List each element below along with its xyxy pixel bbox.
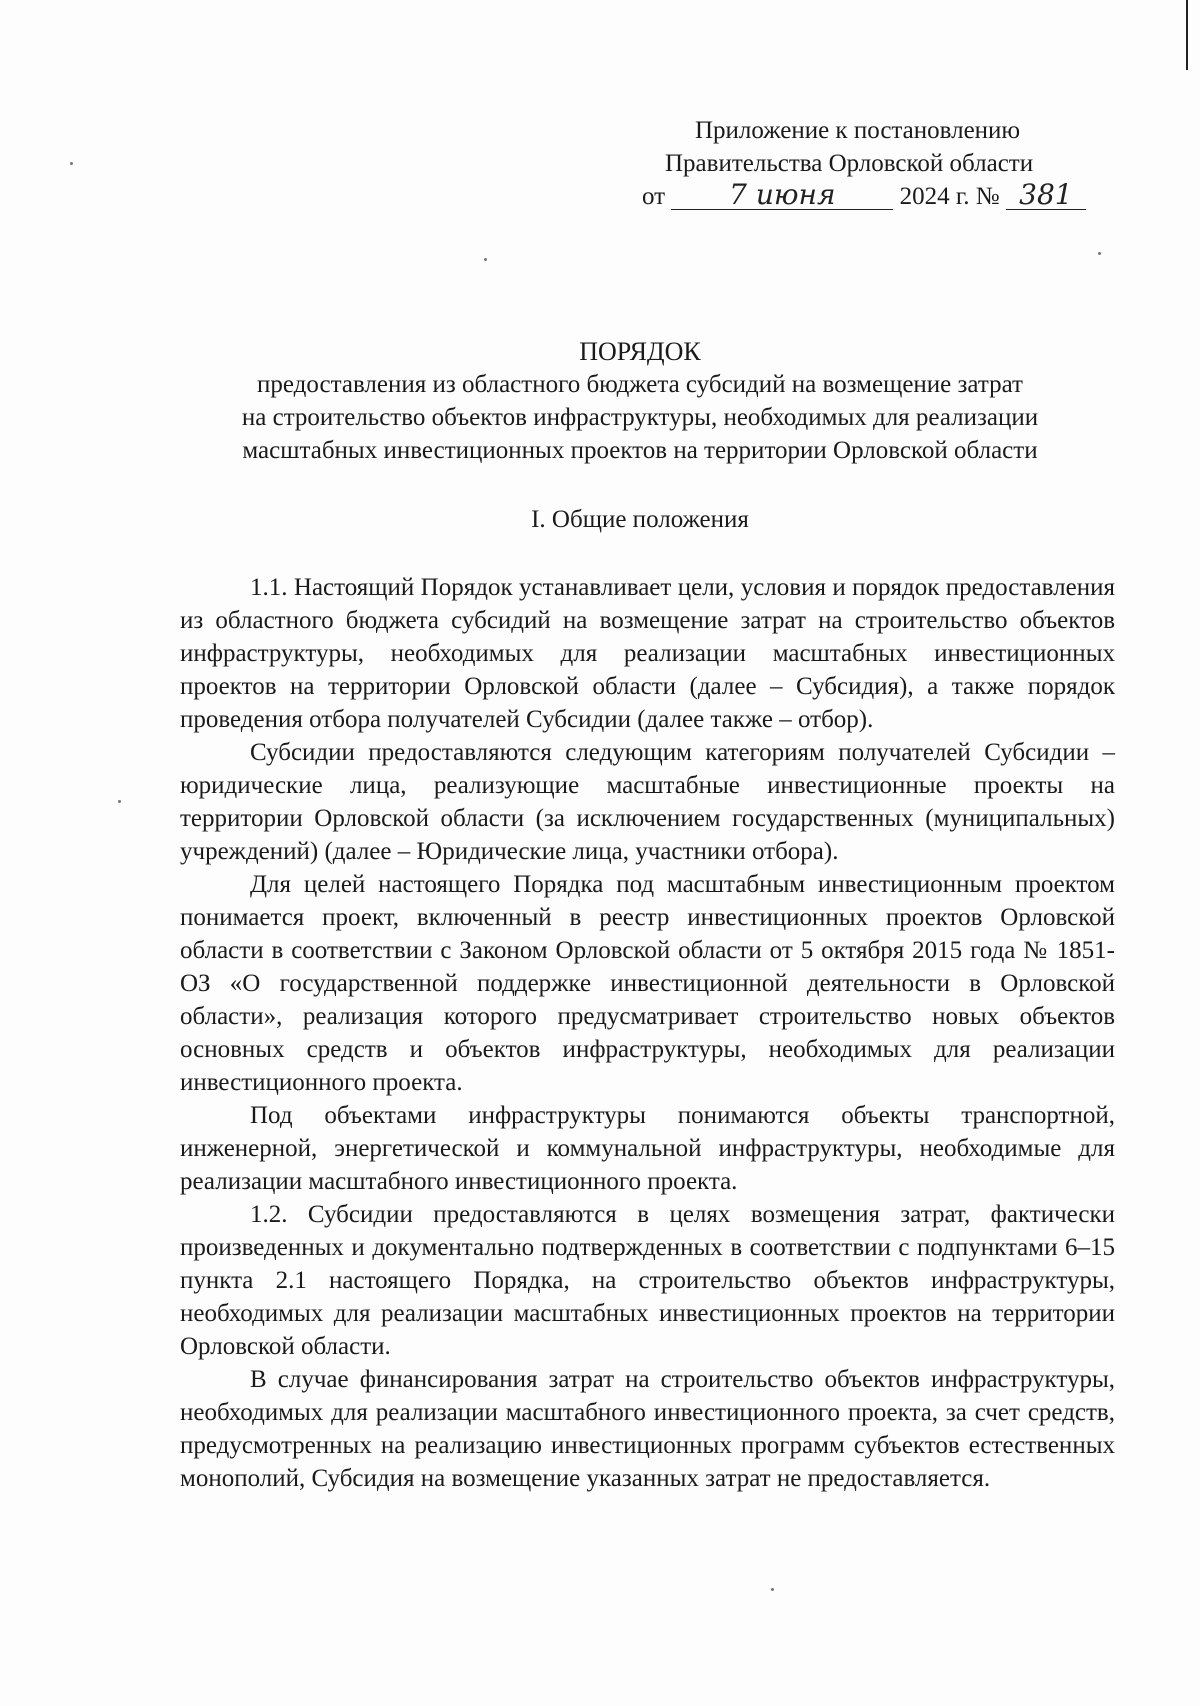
title-line-3: масштабных инвестиционных проектов на территории Орловской области <box>242 437 1038 464</box>
handwritten-number: 381 <box>1006 181 1086 210</box>
title-line-2: на строительство объектов инфраструктуры, необходимых для реализации <box>241 404 1039 431</box>
scan-speck <box>118 800 121 803</box>
document-body <box>180 571 1115 1495</box>
paragraph-project-definition: Для целей настоящего Порядка под масштабным инвестиционным проектом понимается проект, включенный в реестр инвестиционных проектов Орловской области в соответствии с Законом Орловской области от 5 октября 2015 года № 1851-ОЗ «О государственной поддержке инвестиционной деятельности в Орловской области», реализация которого предусматривает строительство новых объектов основных средств и объектов инфраструктуры, необходимых для реализации инвестиционного проекта. <box>180 871 1115 1096</box>
appendix-date-line <box>600 180 1110 213</box>
handwritten-date: 7 июня <box>671 181 893 210</box>
scan-speck <box>1098 252 1101 255</box>
paragraph-infrastructure-definition: Под объектами инфраструктуры понимаются объекты транспортной, инженерной, энергетической и коммунальной инфраструктуры, необходимые для реализации масштабного инвестиционного проекта. <box>180 1102 1115 1195</box>
scan-speck <box>484 258 487 261</box>
title-line-1: предоставления из областного бюджета субсидий на возмещение затрат <box>257 371 1023 398</box>
scan-speck <box>70 162 73 165</box>
title-heading: ПОРЯДОК <box>579 337 701 366</box>
scan-speck <box>771 1588 774 1591</box>
paragraph-1-1: 1.1. Настоящий Порядок устанавливает цели, условия и порядок предоставления из областного бюджета субсидий на возмещение затрат на строительство объектов инфраструктуры, необходимых для реализации масштабных инвестиционных проектов на территории Орловской области (далее – Субсидия), а также порядок проведения отбора получателей Субсидии (далее также – отбор). <box>180 574 1115 733</box>
appendix-line-2: Правительства Орловской области <box>665 150 1034 177</box>
appendix-block <box>600 114 1110 213</box>
scan-edge-mark <box>1186 0 1188 70</box>
appendix-line-1: Приложение к постановлению <box>695 117 1021 144</box>
section-heading: I. Общие положения <box>531 506 749 533</box>
document-title <box>170 335 1110 467</box>
date-prefix: от <box>642 183 666 210</box>
paragraph-recipients: Субсидии предоставляются следующим категориям получателей Субсидии – юридические лица, реализующие масштабные инвестиционные проекты на территории Орловской области (за исключением государственных (муниципальных) учреждений) (далее – Юридические лица, участники отбора). <box>180 739 1115 865</box>
paragraph-1-2: 1.2. Субсидии предоставляются в целях возмещения затрат, фактически произведенных и документально подтвержденных в соответствии с подпунктами 6–15 пункта 2.1 настоящего Порядка, на строительство объектов инфраструктуры, необходимых для реализации масштабных инвестиционных проектов на территории Орловской области. <box>180 1201 1115 1360</box>
paragraph-exclusion: В случае финансирования затрат на строительство объектов инфраструктуры, необходимых для реализации масштабного инвестиционного проекта, за счет средств, предусмотренных на реализацию инвестиционных программ субъектов естественных монополий, Субсидия на возмещение указанных затрат не предоставляется. <box>180 1366 1115 1492</box>
year-label: 2024 г. № <box>899 183 1000 210</box>
